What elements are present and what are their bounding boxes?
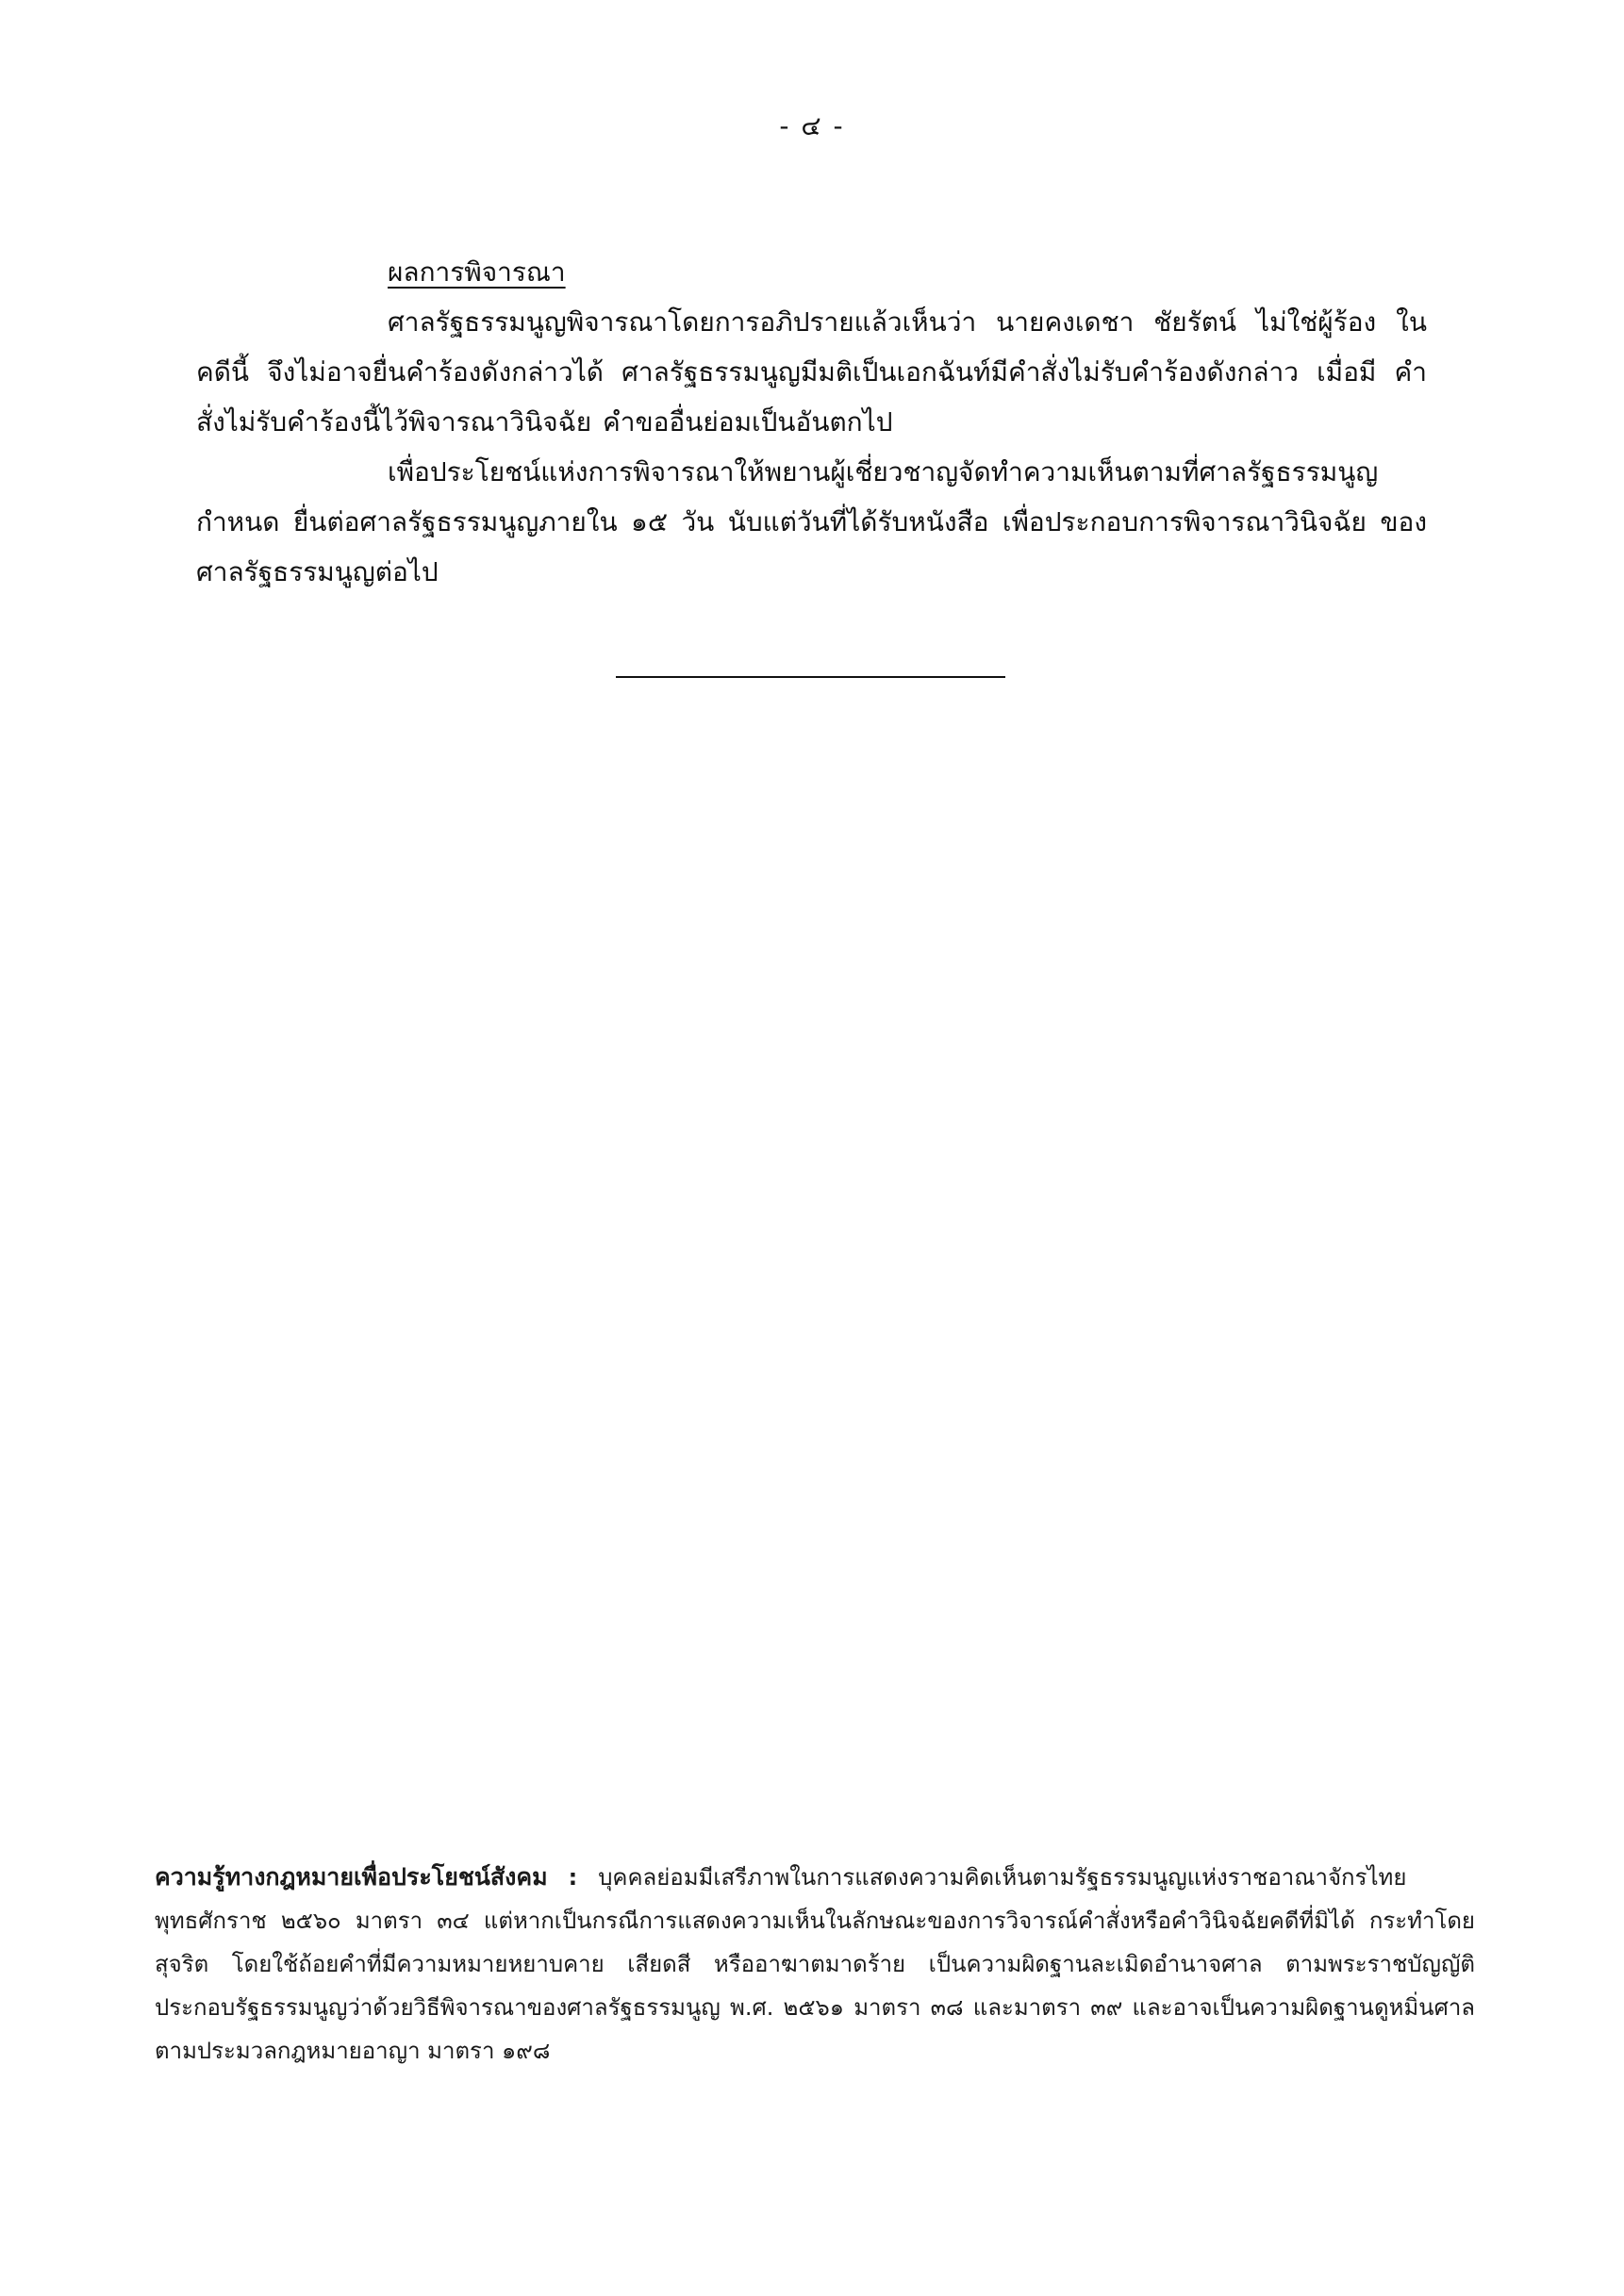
legal-knowledge-footnote	[155, 1856, 1475, 2073]
paragraph-ruling: ศาลรัฐธรรมนูญพิจารณาโดยการอภิปรายแล้วเห็นว่า นายคงเดชา ชัยรัตน์ ไม่ใช่ผู้ร้อง ในคดีนี้ จึงไม่อาจยื่นคำร้องดังกล่าวได้ ศาลรัฐธรรมนูญมีมติเป็นเอกฉันท์มีคำสั่งไม่รับคำร้องดังกล่าว เมื่อมี คำสั่งไม่รับคำร้องนี้ไว้พิจารณาวินิจฉัย คำขออื่นย่อมเป็นอันตกไป	[196, 306, 1427, 438]
section-heading: ผลการพิจารณา	[388, 256, 566, 288]
page-number: - ๔ -	[779, 110, 845, 141]
footnote-label: ความรู้ทางกฎหมายเพื่อประโยชน์สังคม	[155, 1863, 548, 1891]
end-divider	[616, 676, 1005, 678]
main-content	[196, 247, 1427, 597]
paragraph-expert-opinion: เพื่อประโยชน์แห่งการพิจารณาให้พยานผู้เชี่ยวชาญจัดทำความเห็นตามที่ศาลรัฐธรรมนูญ กำหนด ยื่นต่อศาลรัฐธรรมนูญภายใน ๑๕ วัน นับแต่วันที่ได้รับหนังสือ เพื่อประกอบการพิจารณาวินิจฉัย ของศาลรัฐธรรมนูญต่อไป	[196, 456, 1427, 587]
footnote-text: บุคคลย่อมมีเสรีภาพในการแสดงความคิดเห็นตามรัฐธรรมนูญแห่งราชอาณาจักรไทย พุทธศักราช ๒๕๖๐ มาตรา ๓๔ แต่หากเป็นกรณีการแสดงความเห็นในลักษณะของการวิจารณ์คำสั่งหรือคำวินิจฉัยคดีที่มิได้ กระทำโดยสุจริต โดยใช้ถ้อยคำที่มีความหมายหยาบคาย เสียดสี หรืออาฆาตมาดร้าย เป็นความผิดฐานละเมิดอำนาจศาล ตามพระราชบัญญัติประกอบรัฐธรรมนูญว่าด้วยวิธีพิจารณาของศาลรัฐธรรมนูญ พ.ศ. ๒๕๖๑ มาตรา ๓๘ และมาตรา ๓๙ และอาจเป็นความผิดฐานดูหมิ่นศาลตามประมวลกฎหมายอาญา มาตรา ๑๙๘	[155, 1864, 1475, 2064]
footnote-separator: :	[568, 1864, 578, 1891]
